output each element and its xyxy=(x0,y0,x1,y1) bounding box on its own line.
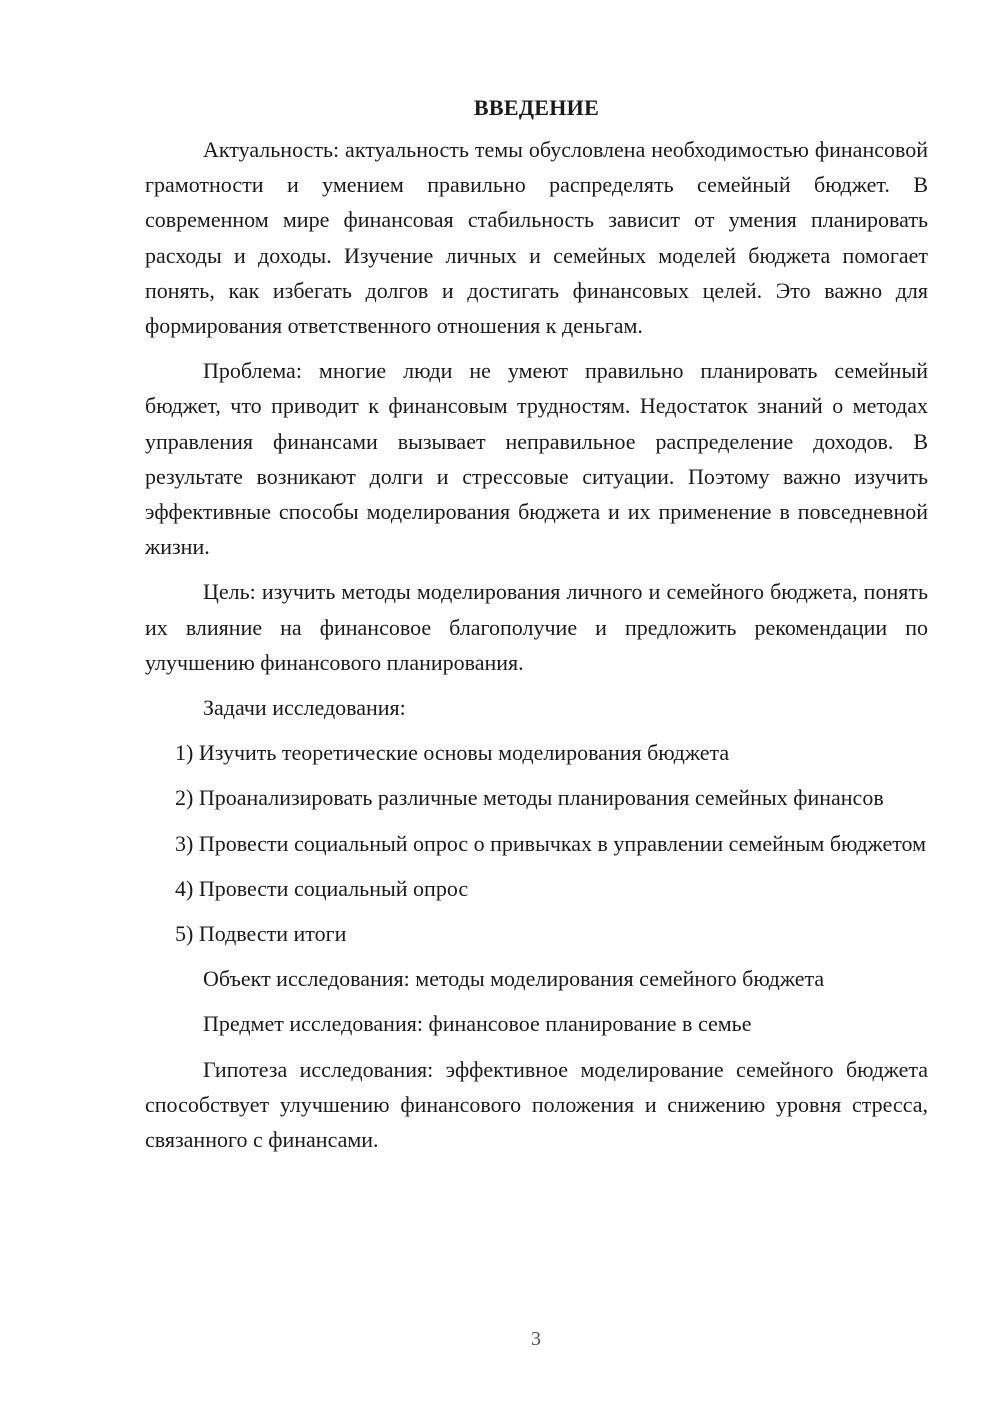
paragraph-goal: Цель: изучить методы моделирования личного и семейного бюджета, понять их влияние на финансовое благополучие и предложить рекомендации по улучшению финансового планирования. xyxy=(145,579,928,675)
research-hypothesis: Гипотеза исследования: эффективное моделирование семейного бюджета способствует улучшению финансового положения и снижению уровня стресса, связанного с финансами. xyxy=(145,1056,928,1153)
paragraph-relevance: Актуальность: актуальность темы обусловлена необходимостью финансовой грамотности и умением правильно распределять семейный бюджет. В современном мире финансовая стабильность зависит от умения планировать расходы и доходы. Изучение личных и семейных моделей бюджета помогает понять, как избегать долгов и достигать финансовых целей. Это важно для формирования ответственного отношения к деньгам. xyxy=(145,137,928,339)
section-title: ВВЕДЕНИЕ xyxy=(473,95,600,120)
paragraph-problem: Проблема: многие люди не умеют правильно планировать семейный бюджет, что приводит к финансовым трудностям. Недостаток знаний о методах управления финансами вызывает неправильное распределение доходов. В результате возникают долги и стрессовые ситуации. Поэтому важно изучить эффективные способы моделирования бюджета и их применение в повседневной жизни. xyxy=(145,358,928,560)
research-subject: Предмет исследования: финансовое планирование в семье xyxy=(203,1011,752,1037)
task-item-5: 5) Подвести итоги xyxy=(175,921,347,947)
research-object: Объект исследования: методы моделирования семейного бюджета xyxy=(203,966,825,992)
task-item-3: 3) Провести социальный опрос о привычках в управлении семейным бюджетом xyxy=(175,830,927,856)
tasks-heading: Задачи исследования: xyxy=(203,695,406,721)
document-page xyxy=(145,90,928,1167)
task-item-2: 2) Проанализировать различные методы планирования семейных финансов xyxy=(175,785,884,811)
page-number: 3 xyxy=(531,1328,541,1350)
task-item-1: 1) Изучить теоретические основы моделирования бюджета xyxy=(175,740,730,766)
task-item-4: 4) Провести социальный опрос xyxy=(175,875,469,901)
